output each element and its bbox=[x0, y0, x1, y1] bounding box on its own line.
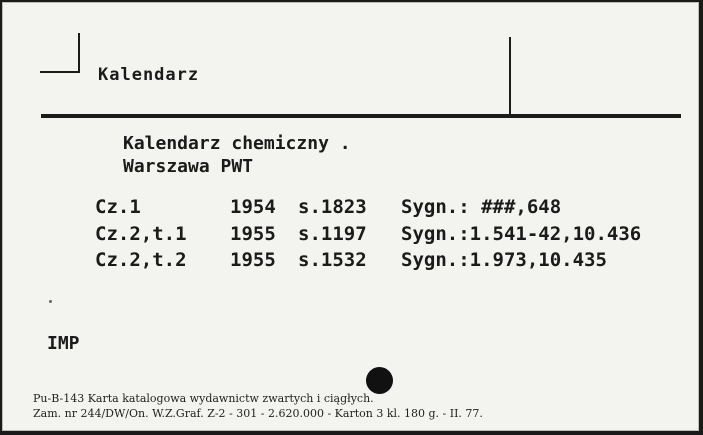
publication-title: Kalendarz chemiczny . bbox=[123, 133, 351, 154]
row-call-number: Sygn.:1.541-42,10.436 bbox=[401, 223, 642, 245]
row-year: 1954 bbox=[230, 196, 276, 218]
row-part: Cz.1 bbox=[95, 196, 141, 218]
paper-speck bbox=[49, 300, 52, 303]
corner-rule-vertical bbox=[78, 33, 80, 73]
row-part: Cz.2,t.2 bbox=[95, 249, 187, 271]
row-call-number: Sygn.: ###,648 bbox=[401, 196, 562, 218]
punch-hole bbox=[366, 367, 393, 394]
collection-code: IMP bbox=[47, 333, 80, 354]
row-signature-no: s.1197 bbox=[298, 223, 367, 245]
card-heading: Kalendarz bbox=[98, 65, 200, 85]
corner-rule-horizontal bbox=[40, 71, 80, 73]
row-signature-no: s.1823 bbox=[298, 196, 367, 218]
row-year: 1955 bbox=[230, 249, 276, 271]
footer-print-line-1: Pu-B-143 Karta katalogowa wydawnictw zwartych i ciągłych. bbox=[33, 392, 374, 405]
row-year: 1955 bbox=[230, 223, 276, 245]
catalog-card bbox=[2, 2, 699, 431]
row-call-number: Sygn.:1.973,10.435 bbox=[401, 249, 607, 271]
row-signature-no: s.1532 bbox=[298, 249, 367, 271]
row-part: Cz.2,t.1 bbox=[95, 223, 187, 245]
footer-print-line-2: Zam. nr 244/DW/On. W.Z.Graf. Z-2 - 301 - 2.620.000 - Karton 3 kl. 180 g. - II. 77. bbox=[33, 407, 483, 420]
header-divider-vertical bbox=[509, 37, 511, 117]
header-rule bbox=[41, 114, 681, 118]
publication-place: Warszawa PWT bbox=[123, 156, 254, 177]
